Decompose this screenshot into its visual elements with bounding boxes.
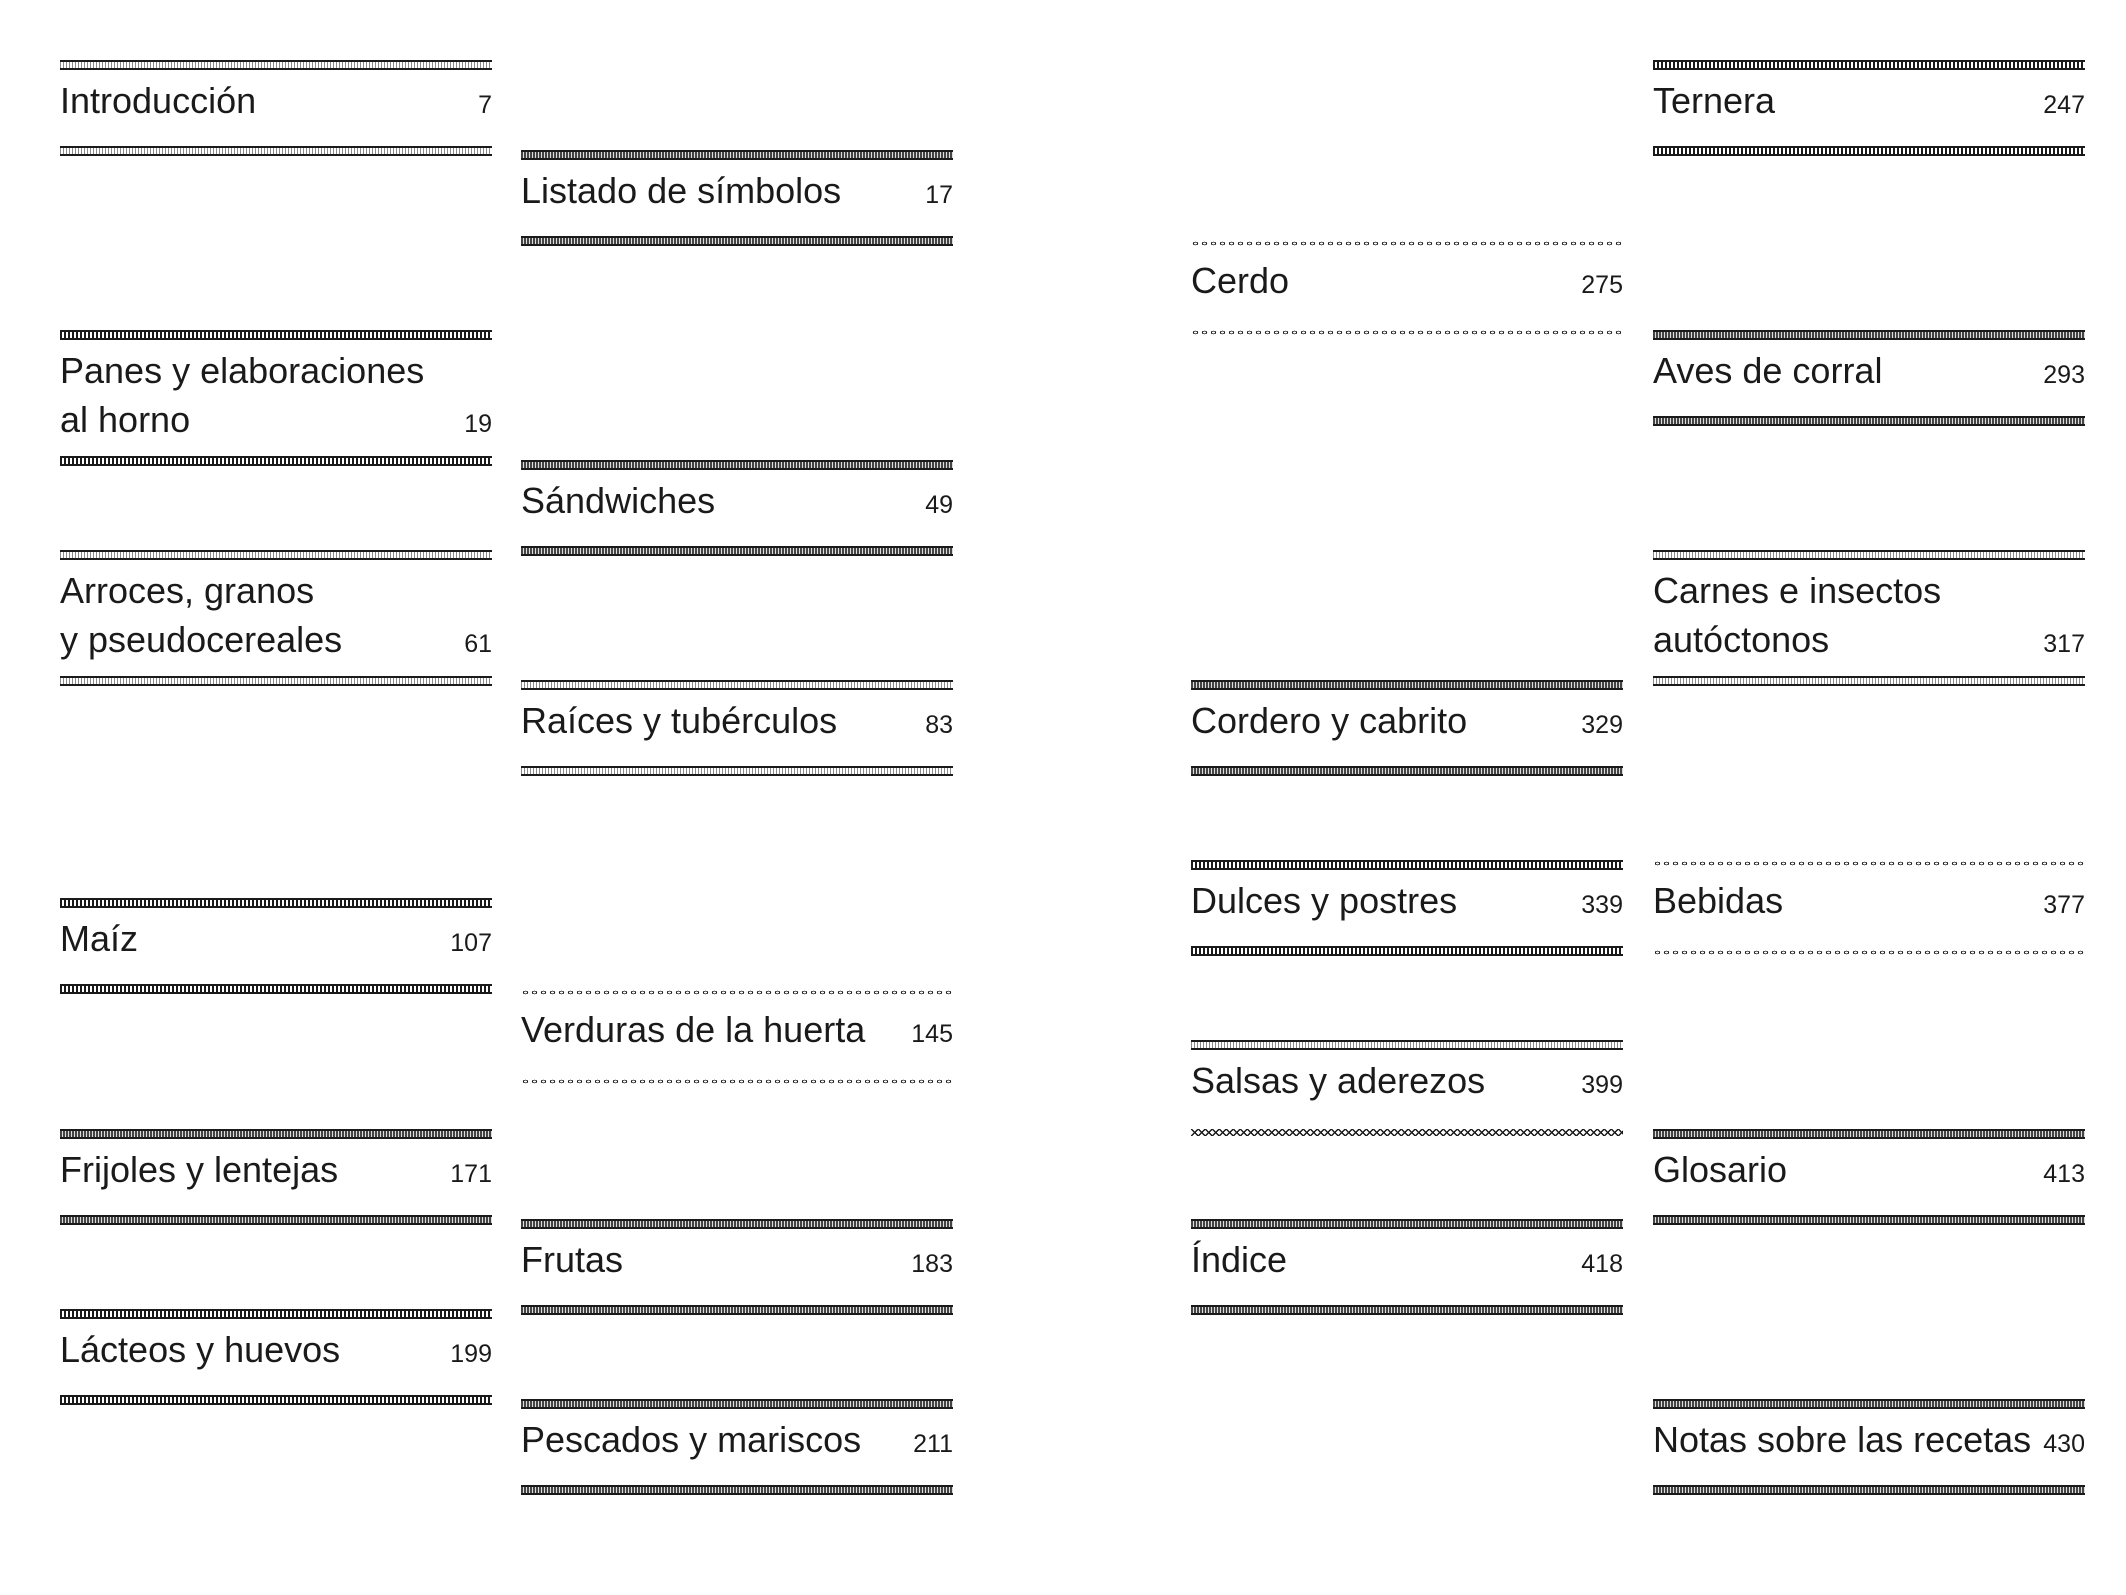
toc-entry-page: 19 [464, 410, 492, 438]
toc-entry-lacteos[interactable] [60, 1309, 492, 1405]
toc-entry-page: 418 [1581, 1250, 1623, 1278]
ornamental-rule [521, 1485, 953, 1495]
ornamental-rule [1191, 1129, 1623, 1136]
ornamental-rule [60, 984, 492, 994]
toc-entry-title: Dulces y postres [1191, 880, 1458, 921]
ornamental-rule [60, 146, 492, 156]
toc-entry-page: 329 [1581, 711, 1623, 739]
toc-entry-cerdo[interactable] [1191, 240, 1623, 336]
ornamental-rule [1653, 1399, 2085, 1409]
toc-entry-page: 7 [478, 91, 492, 119]
toc-entry-dulces[interactable] [1191, 860, 1623, 956]
toc-entry-title: Notas sobre las recetas [1653, 1419, 2032, 1460]
toc-entry-title: Frijoles y lentejas [60, 1149, 339, 1190]
toc-entry-frijoles[interactable] [60, 1129, 492, 1225]
toc-entry-title: Cordero y cabrito [1191, 700, 1468, 741]
ornamental-rule [1653, 1485, 2085, 1495]
toc-entry-page: 275 [1581, 271, 1623, 299]
ornamental-rule [60, 1309, 492, 1319]
toc-entry-page: 183 [911, 1250, 953, 1278]
ornamental-rule [1191, 766, 1623, 776]
toc-entry-title: Maíz [60, 918, 139, 959]
toc-entry-page: 171 [450, 1160, 492, 1188]
toc-entry-maiz[interactable] [60, 898, 492, 994]
ornamental-rule [60, 330, 492, 340]
toc-entry-glosario[interactable] [1653, 1129, 2085, 1225]
toc-entry-listado-de-simbolos[interactable] [521, 150, 953, 246]
toc-entry-title: Aves de corral [1653, 350, 1883, 391]
toc-entry-indice[interactable] [1191, 1219, 1623, 1315]
toc-entry-aves[interactable] [1653, 330, 2085, 426]
ornamental-rule [1653, 1129, 2085, 1139]
ornamental-rule [521, 680, 953, 690]
toc-entry-title: Índice [1191, 1239, 1288, 1280]
toc-entry-page: 377 [2043, 891, 2085, 919]
ornamental-rule [1191, 680, 1623, 690]
ornamental-rule [1191, 946, 1623, 956]
toc-entry-page: 317 [2043, 630, 2085, 658]
ornamental-rule [521, 150, 953, 160]
ornamental-rule [60, 676, 492, 686]
toc-entry-page: 413 [2043, 1160, 2085, 1188]
ornamental-rule [60, 1129, 492, 1139]
ornamental-rule [60, 550, 492, 560]
toc-entry-title: Salsas y aderezos [1191, 1060, 1486, 1101]
ornamental-rule [1653, 550, 2085, 560]
toc-entry-pescados[interactable] [521, 1399, 953, 1495]
toc-entry-title: Carnes e insectos autóctonos [1653, 570, 1942, 660]
toc-entry-introduccion[interactable] [60, 60, 492, 156]
toc-entry-page: 199 [450, 1340, 492, 1368]
toc-entry-title: Arroces, granos y pseudocereales [60, 570, 343, 660]
toc-entry-ternera[interactable] [1653, 60, 2085, 156]
toc-entry-panes[interactable] [60, 330, 492, 466]
toc-entry-page: 145 [911, 1020, 953, 1048]
ornamental-rule [521, 1078, 953, 1085]
ornamental-rule [60, 60, 492, 70]
toc-entry-carnes[interactable] [1653, 550, 2085, 686]
ornamental-rule [1191, 1219, 1623, 1229]
ornamental-rule [1653, 146, 2085, 156]
toc-entry-title: Introducción [60, 80, 257, 121]
ornamental-rule [521, 766, 953, 776]
ornamental-rule [60, 1395, 492, 1405]
ornamental-rule [1653, 676, 2085, 686]
toc-entry-title: Verduras de la huerta [521, 1009, 866, 1050]
toc-entry-title: Lácteos y huevos [60, 1329, 341, 1370]
toc-entry-page: 107 [450, 929, 492, 957]
toc-entry-page: 49 [925, 491, 953, 519]
toc-entry-arroces[interactable] [60, 550, 492, 686]
ornamental-rule [1191, 1305, 1623, 1315]
toc-entry-title: Glosario [1653, 1149, 1788, 1190]
toc-entry-page: 83 [925, 711, 953, 739]
ornamental-rule [521, 1305, 953, 1315]
ornamental-rule [521, 460, 953, 470]
toc-entry-cordero[interactable] [1191, 680, 1623, 776]
toc-entry-page: 293 [2043, 361, 2085, 389]
ornamental-rule [521, 989, 953, 996]
toc-entry-salsas[interactable] [1191, 1040, 1623, 1136]
toc-entry-page: 339 [1581, 891, 1623, 919]
toc-entry-page: 430 [2043, 1430, 2085, 1458]
toc-entry-page: 211 [913, 1430, 953, 1458]
ornamental-rule [521, 1399, 953, 1409]
toc-entry-page: 17 [925, 181, 953, 209]
ornamental-rule [1191, 1040, 1623, 1050]
ornamental-rule [1191, 240, 1623, 247]
ornamental-rule [1653, 416, 2085, 426]
toc-entry-title: Pescados y mariscos [521, 1419, 862, 1460]
toc-entry-notas[interactable] [1653, 1399, 2085, 1495]
ornamental-rule [521, 1219, 953, 1229]
toc-entry-title: Sándwiches [521, 480, 716, 521]
ornamental-rule [60, 456, 492, 466]
ornamental-rule [1653, 1215, 2085, 1225]
toc-entry-page: 399 [1581, 1071, 1623, 1099]
ornamental-rule [521, 546, 953, 556]
toc-entry-title: Listado de símbolos [521, 170, 842, 211]
ornamental-rule [1653, 949, 2085, 956]
toc-entry-title: Panes y elaboraciones al horno [60, 350, 425, 440]
toc-entry-title: Cerdo [1191, 260, 1290, 301]
toc-entry-sandwiches[interactable] [521, 460, 953, 556]
toc-entry-title: Raíces y tubérculos [521, 700, 838, 741]
toc-entry-frutas[interactable] [521, 1219, 953, 1315]
toc-entry-title: Ternera [1653, 80, 1776, 121]
ornamental-rule [1653, 330, 2085, 340]
toc-entry-bebidas[interactable] [1653, 860, 2085, 956]
ornamental-rule [60, 898, 492, 908]
toc-entry-page: 61 [464, 630, 492, 658]
ornamental-rule [1191, 329, 1623, 336]
ornamental-rule [1653, 860, 2085, 867]
ornamental-rule [1653, 60, 2085, 70]
ornamental-rule [521, 236, 953, 246]
toc-entry-title: Bebidas [1653, 880, 1784, 921]
ornamental-rule [60, 1215, 492, 1225]
ornamental-rule [1191, 860, 1623, 870]
toc-entry-title: Frutas [521, 1239, 624, 1280]
toc-entry-raices[interactable] [521, 680, 953, 776]
toc-entry-verduras[interactable] [521, 989, 953, 1085]
toc-entry-page: 247 [2043, 91, 2085, 119]
